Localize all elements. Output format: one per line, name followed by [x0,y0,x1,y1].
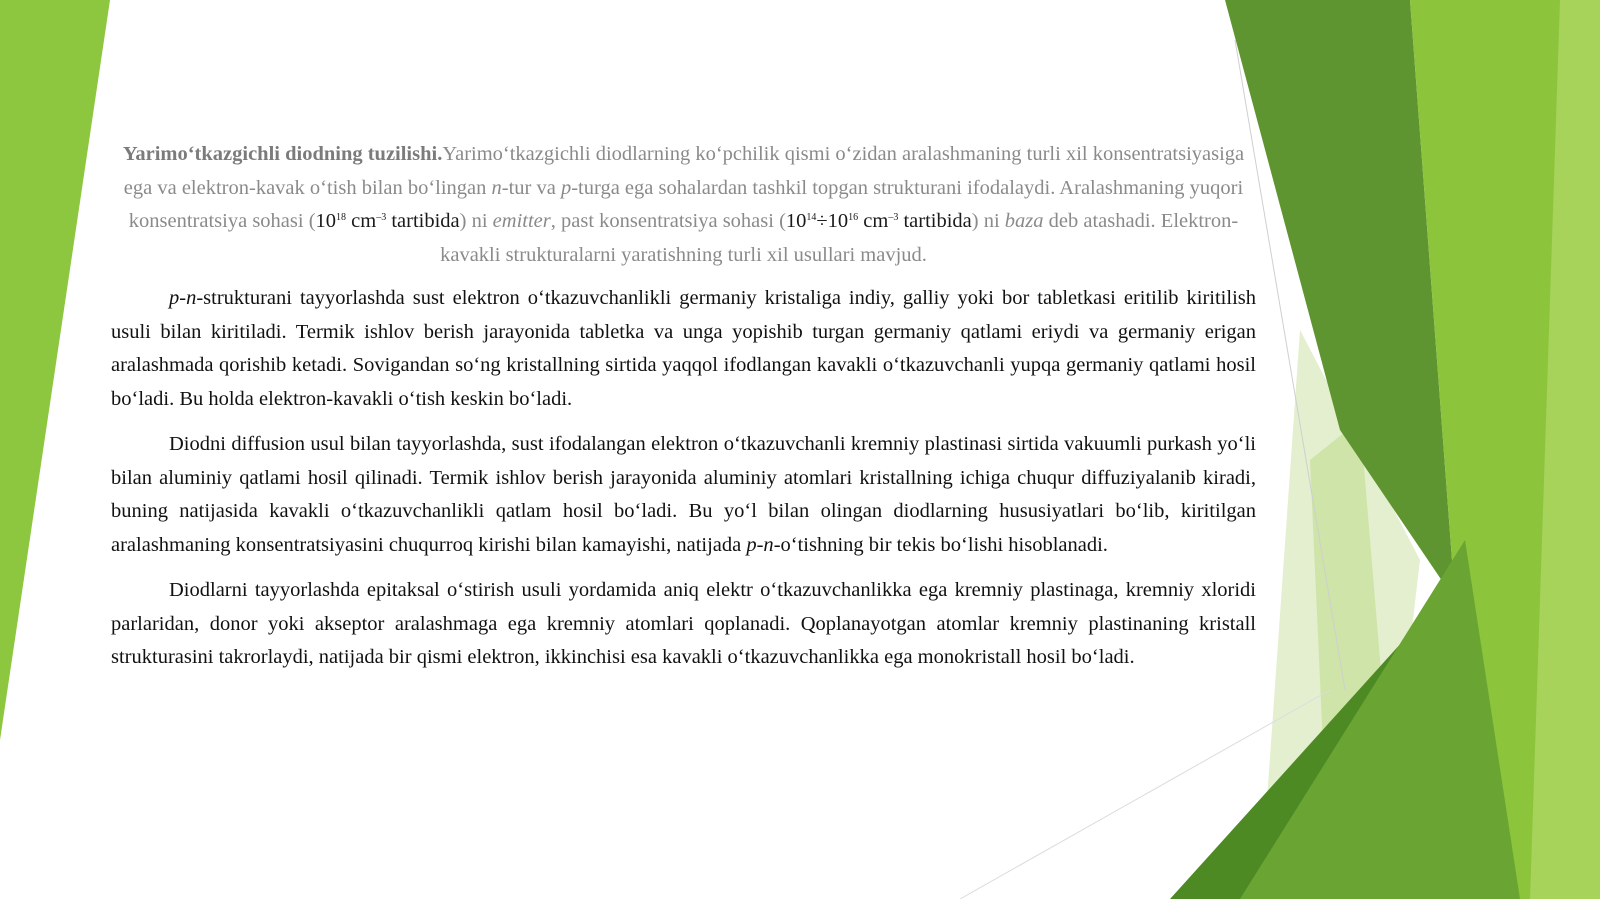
base-conc-base-2: 10 [827,210,849,232]
paragraph-epitaxial-text: Diodlarni tayyorlashda epitaksal o‘stirish usuli yordamida aniq elektr o‘tkazuvchanlikka ega kremniy plastinaga, kremniy xloridi parlaridan, donor yoki akseptor aralashmaga ega kremniy atomlari qoplanadi. Qoplanayotgan atomlar kremniy plastinaning kristall strukturasini takrorlaydi, natijada bir qismi elektron, ikkinchisi esa kavakli o‘tkazuvchanlikka ega monokristall hosil bo‘ladi. [111,579,1256,668]
pn-label-2: p-n [746,533,774,556]
emitter-conc-exp: 18 [336,212,347,223]
base-conc-divider: ÷ [816,210,828,232]
emitter-conc-tail: tartibida [386,210,460,232]
paragraph-alloy-text: -strukturani tayyorlashda sust elektron o‘tkazuvchanlikli germaniy kristaliga indiy, galliy yoki bor tabletkasi eritilib kiritilish usuli bilan kiritiladi. Termik ishlov berish jarayonida tabletka va unga yopishib turgan germaniy qatlami eriydi va germaniy erigan aralashmada qorishib ketadi. Sovigandan so‘ng kristallning sirtida yaqqol ifodlangan kavakli o‘tkazuvchanli yupqa germaniy qatlami hosil bo‘ladi. Bu holda elektron-kavakli o‘tish keskin bo‘ladi. [111,287,1256,410]
intro-n-type: n [491,176,502,199]
intro-paragraph [111,138,1256,272]
intro-text-2: -tur va [501,176,561,199]
base-conc-unit-exp: –3 [888,212,899,223]
intro-text-7: deb atashadi. Elektron-kavakli strukturalarni yaratishning turli xil usullari mavjud. [440,210,1239,266]
intro-text-6: ) ni [971,210,1005,232]
paragraph-diffusion-method [111,428,1256,562]
emitter-concentration [316,210,460,232]
paragraph-alloy-method [111,282,1256,416]
intro-p-type: p [560,176,572,199]
intro-text-3: -turga ega sohalardan tashkil topgan strukturani ifodalaydi. Aralashmaning yuqori konsentratsiya sohasi ( [128,176,1244,232]
base-conc-unit: cm [858,210,889,232]
intro-heading: Yarimo‘tkazgichli diodning tuzilishi. [122,143,443,165]
base-conc-exp-2: 16 [848,212,859,223]
intro-text-1: Yarimo‘tkazgichli diodlarning ko‘pchilik qismi o‘zidan aralashmaning turli xil konsentratsiyasiga ega va elektron-kavak o‘tish bilan bo‘lingan [123,143,1245,199]
intro-baza: baza [1004,210,1044,232]
base-conc-base-1: 10 [785,210,807,232]
intro-text-4: ) ni [459,210,493,232]
intro-text-5: , past konsentratsiya sohasi ( [550,210,786,232]
base-conc-exp-1: 14 [806,212,817,223]
pn-label-1: p-n [169,287,197,309]
left-green-wedge [0,0,110,740]
base-conc-tail: tartibida [898,210,972,232]
base-concentration [786,210,972,232]
paragraph-diffusion-tail: -o‘tishning bir tekis bo‘lishi hisoblanadi. [773,533,1108,556]
intro-emitter: emitter [492,210,551,232]
emitter-conc-base: 10 [315,210,337,232]
paragraph-diffusion-text: Diodni diffusion usul bilan tayyorlashda, sust ifodalangan elektron o‘tkazuvchanli kremniy plastinasi sirtida vakuumli purkash yo‘li bilan aluminiy qatlami hosil qilinadi. Termik ishlov berish jarayonida aluminiy atomlari kristallning ichiga chuqur diffuziyalanib kiradi, buning natijasida kavakli o‘tkazuvchanlikli qatlam hosil bo‘ladi. Bu yo‘l bilan olingan diodlarning hususiyatlari bo‘lib, kiritilgan aralashmaning konsentratsiyasini chuqurroq kirishi bilan kamayishi, natijada [111,433,1256,556]
emitter-conc-unit: cm [346,210,377,232]
emitter-conc-unit-exp: –3 [376,212,387,223]
paragraph-epitaxial-method [111,574,1256,675]
slide-body [111,138,1256,687]
